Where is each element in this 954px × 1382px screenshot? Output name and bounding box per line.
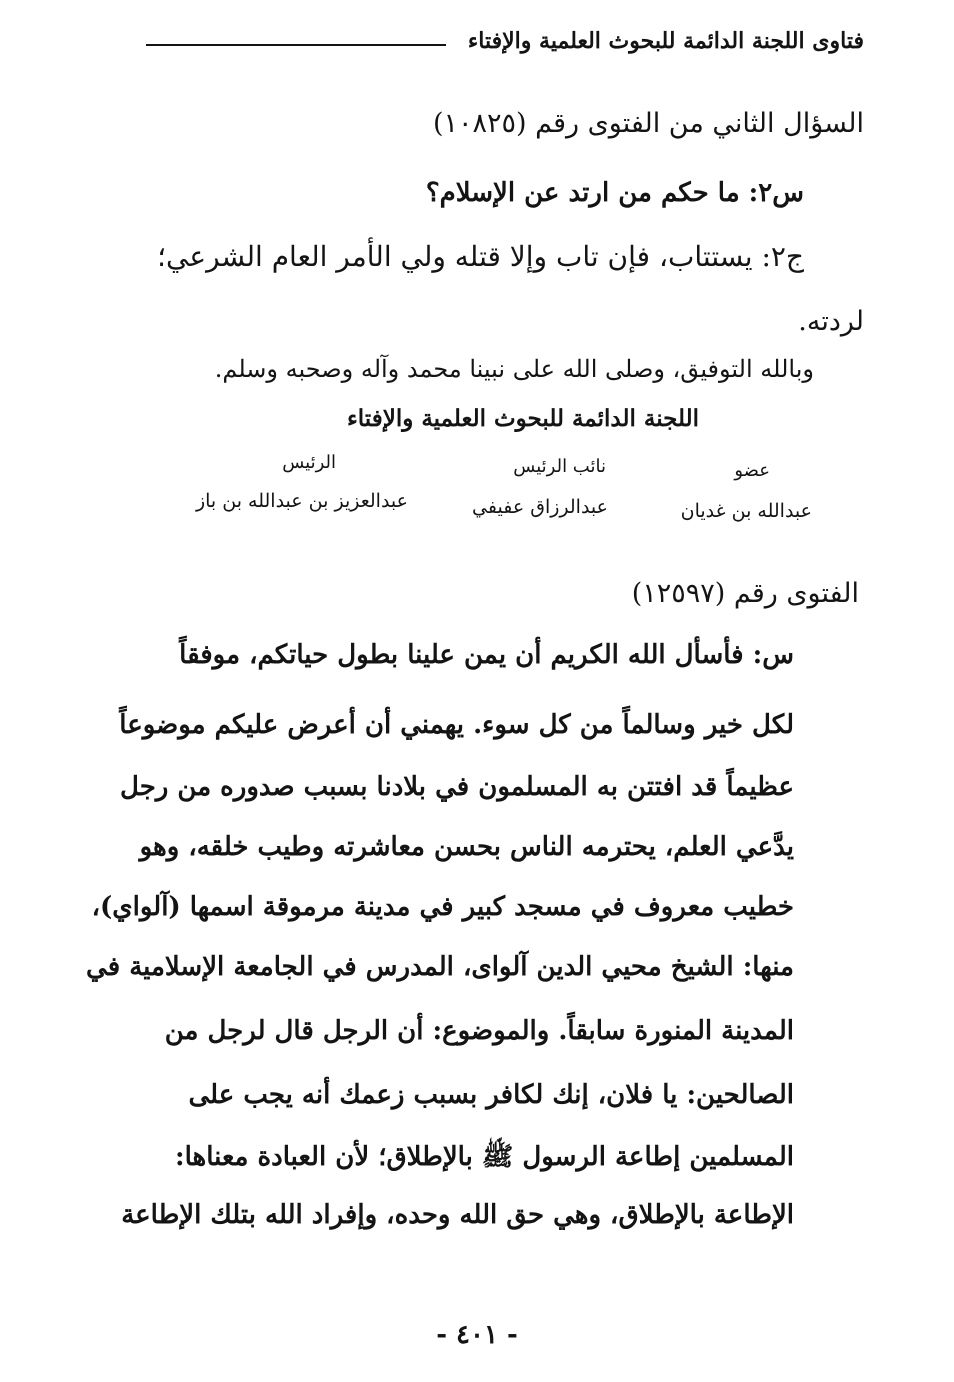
body-line: يدَّعي العلم، يحترمه الناس بحسن معاشرته وطيب خلقه، وهو xyxy=(139,832,794,862)
body-line: منها: الشيخ محيي الدين آلواى، المدرس في الجامعة الإسلامية في xyxy=(86,952,794,982)
page-number: - ٤٠١ - xyxy=(436,1320,518,1350)
body-line: المدينة المنورة سابقاً. والموضوع: أن الرجل قال لرجل من xyxy=(164,1016,794,1046)
body-line: المسلمين إطاعة الرسول ﷺ بالإطلاق؛ لأن العبادة معناها: xyxy=(175,1142,794,1172)
body-line: لكل خير وسالماً من كل سوء. يهمني أن أعرض عليكم موضوعاً xyxy=(119,710,794,740)
signature-title-president: الرئيس xyxy=(282,452,336,473)
signature-title-member: عضو xyxy=(734,460,770,481)
signature-name-president: عبدالعزيز بن عبدالله بن باز xyxy=(195,490,408,512)
running-header: فتاوى اللجنة الدائمة للبحوث العلمية والإفتاء xyxy=(467,28,864,54)
committee-name: اللجنة الدائمة للبحوث العلمية والإفتاء xyxy=(346,405,699,432)
body-line: الإطاعة بالإطلاق، وهي حق الله وحده، وإفراد الله بتلك الإطاعة xyxy=(121,1200,794,1230)
signature-name-vice-president: عبدالرزاق عفيفي xyxy=(472,496,608,518)
signature-title-vice-president: نائب الرئيس xyxy=(513,456,606,477)
body-line: س: فأسأل الله الكريم أن يمن علينا بطول حياتكم، موفقاً xyxy=(179,640,794,670)
answer-text: ج٢: يستتاب، فإن تاب وإلا قتله ولي الأمر العام الشرعي؛ xyxy=(157,240,804,273)
body-line: عظيماً قد افتتن به المسلمون في بلادنا بسبب صدوره من رجل xyxy=(120,772,794,802)
question-text: س٢: ما حكم من ارتد عن الإسلام؟ xyxy=(425,178,804,208)
body-line: خطيب معروف في مسجد كبير في مدينة مرموقة اسمها (آلواي)، xyxy=(91,892,794,922)
header-rule xyxy=(146,44,446,46)
question-reference: السؤال الثاني من الفتوى رقم (١٠٨٢٥) xyxy=(432,108,864,139)
signature-name-member: عبدالله بن غديان xyxy=(680,500,812,522)
body-line: الصالحين: يا فلان، إنك لكافر بسبب زعمك أنه يجب على xyxy=(188,1080,794,1110)
answer-continuation: لردته. xyxy=(798,306,864,337)
closing-prayer: وبالله التوفيق، وصلى الله على نبينا محمد وآله وصحبه وسلم. xyxy=(214,355,814,383)
fatwa-reference: الفتوى رقم (١٢٥٩٧) xyxy=(631,578,859,609)
